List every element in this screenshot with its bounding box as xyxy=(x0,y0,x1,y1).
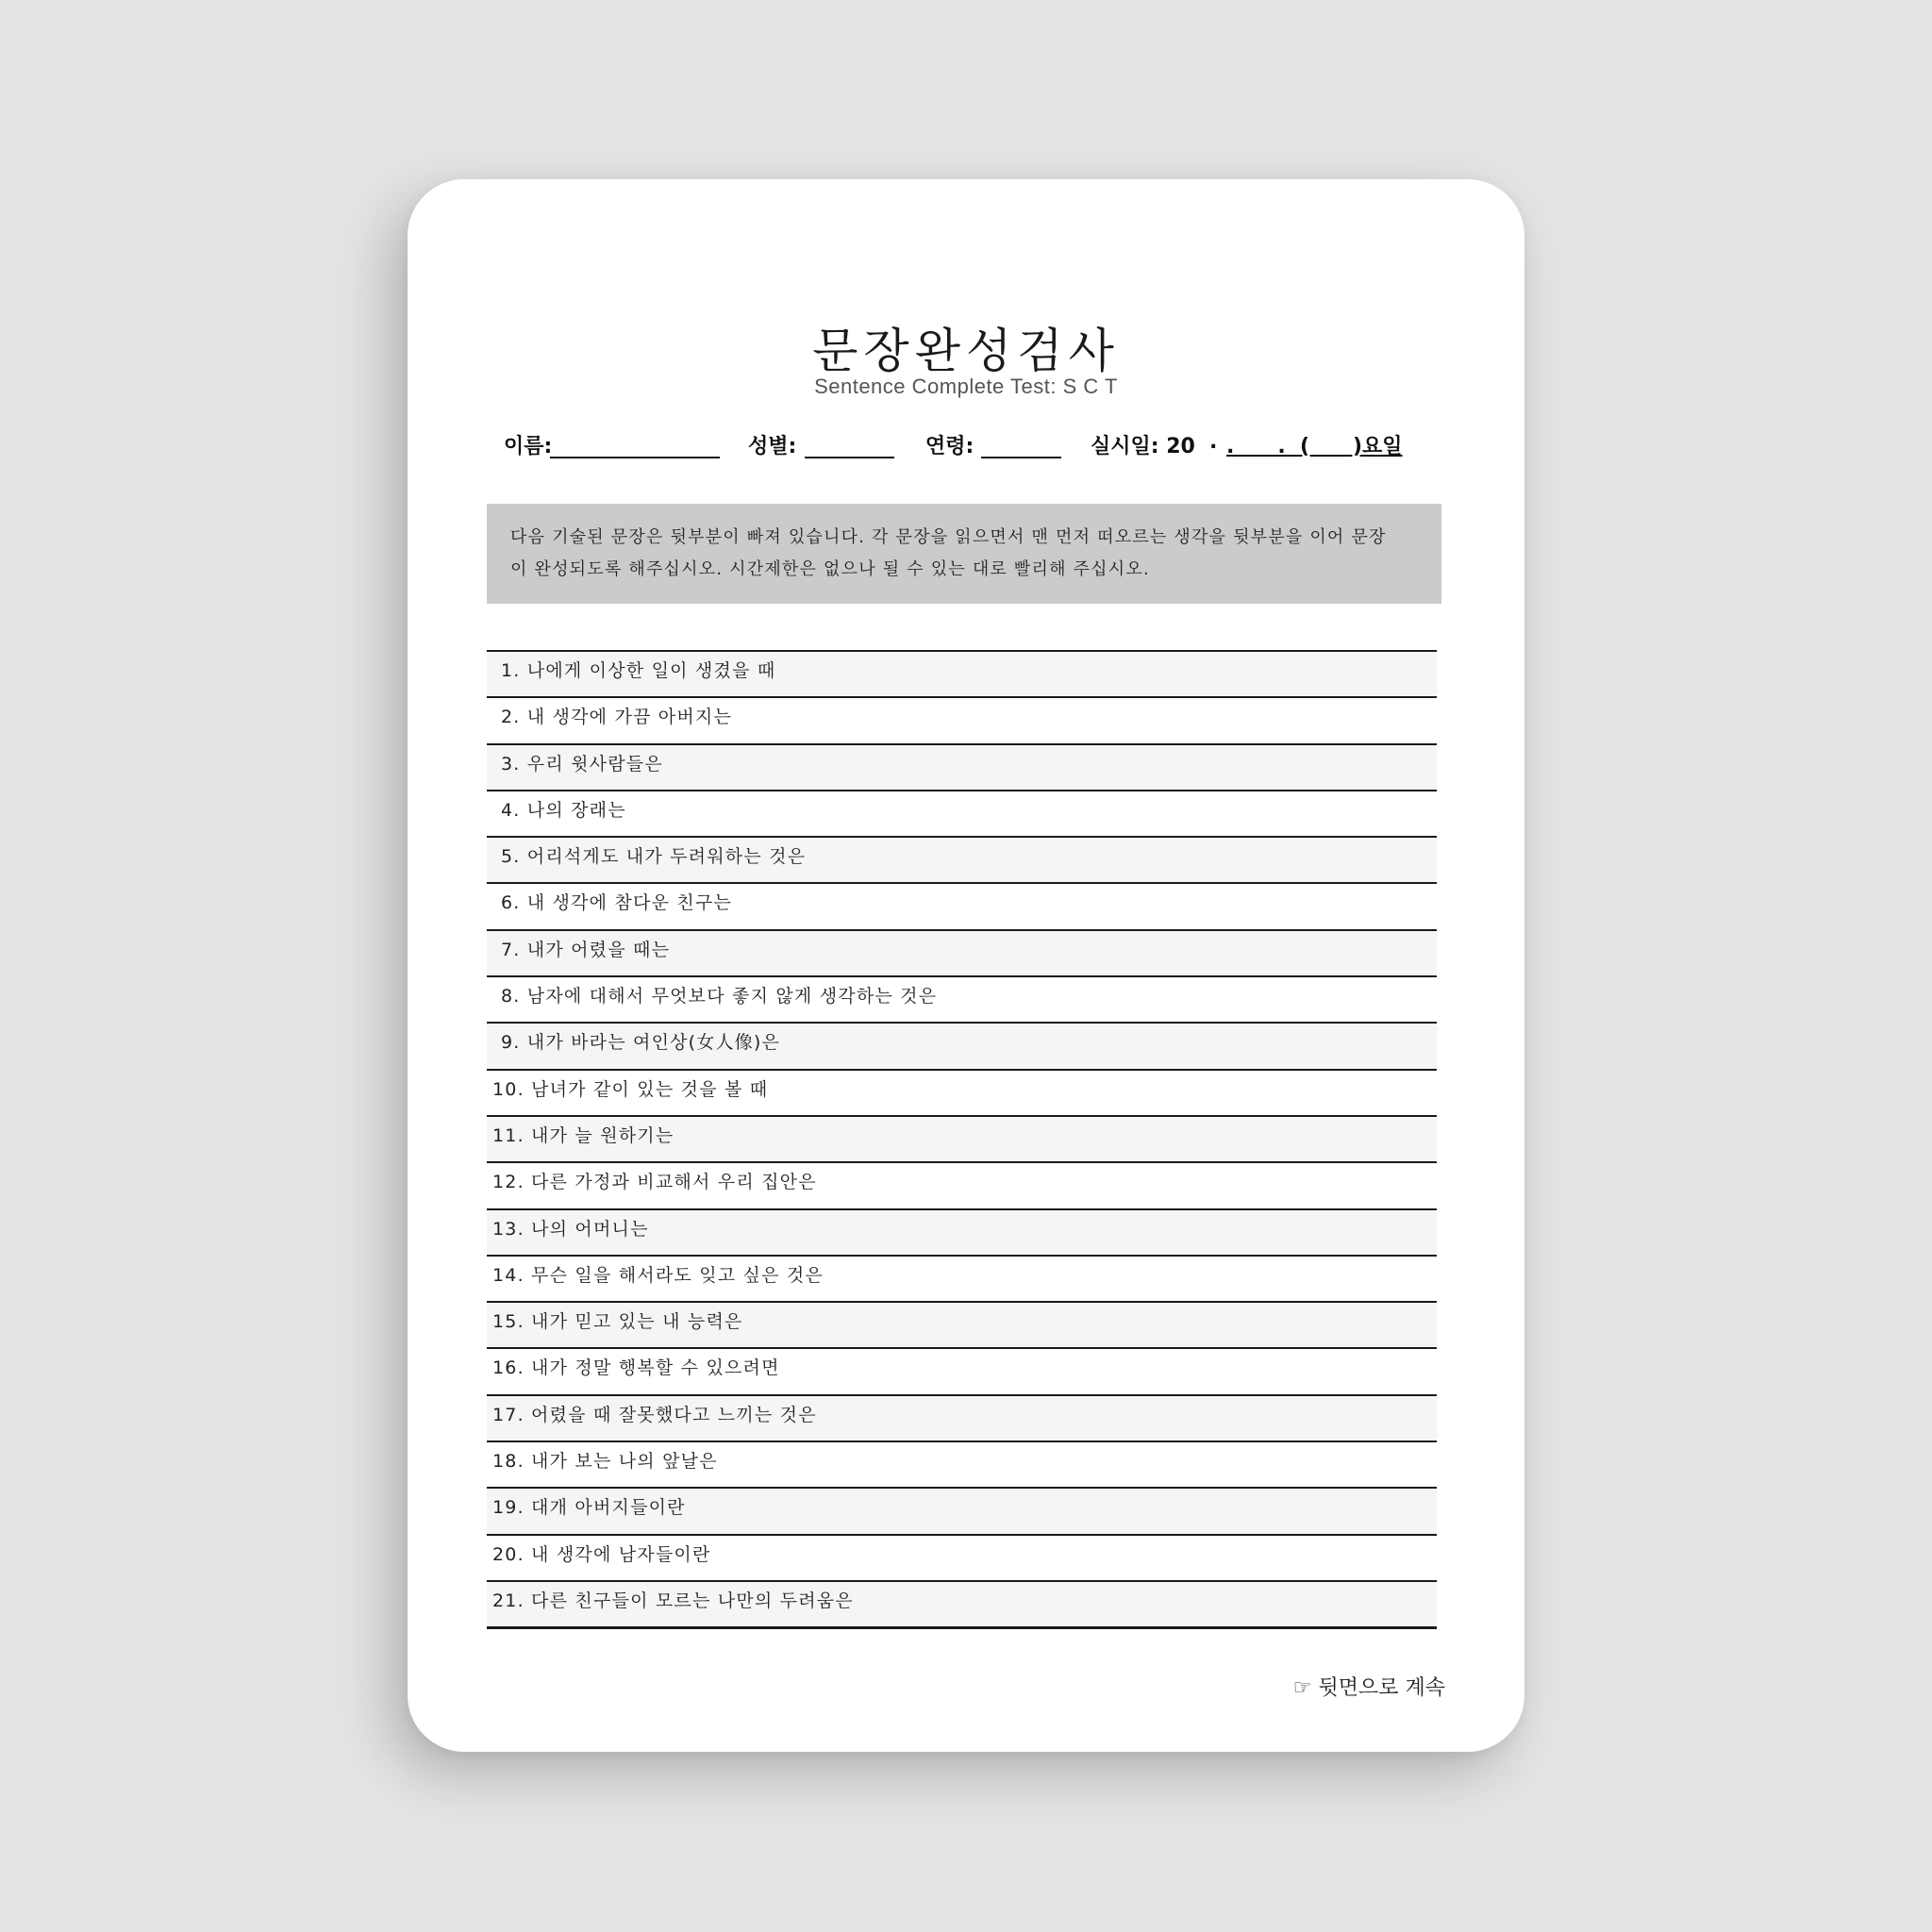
instructions-box xyxy=(487,504,1441,604)
gender-label: 성별: xyxy=(748,435,797,458)
sentence-item[interactable]: 5. 어리석게도 내가 두려워하는 것은 xyxy=(487,836,1437,882)
date-dot: . xyxy=(1209,430,1218,454)
sentence-item[interactable]: 18. 내가 보는 나의 앞날은 xyxy=(487,1441,1437,1487)
sentence-item[interactable]: 11. 내가 늘 원하기는 xyxy=(487,1115,1437,1161)
sentence-item[interactable]: 16. 내가 정말 행복할 수 있으려면 xyxy=(487,1347,1437,1393)
sentence-item[interactable]: 15. 내가 믿고 있는 내 능력은 xyxy=(487,1301,1437,1347)
date-label: 실시일: 20 xyxy=(1091,435,1195,458)
date-blank[interactable]: . . ( )요일 xyxy=(1226,435,1403,458)
age-label: 연령: xyxy=(925,435,974,458)
instructions-line-2: 이 완성되도록 해주십시오. 시간제한은 없으나 될 수 있는 대로 빨리해 주십시오. xyxy=(510,559,1150,579)
sentence-item[interactable]: 20. 내 생각에 남자들이란 xyxy=(487,1534,1437,1580)
page-subtitle: Sentence Complete Test: S C T xyxy=(814,375,1118,398)
sentence-item[interactable]: 21. 다른 친구들이 모르는 나만의 두려움은 xyxy=(487,1580,1437,1626)
sentence-item[interactable]: 6. 내 생각에 참다운 친구는 xyxy=(487,882,1437,928)
list-bottom-rule xyxy=(487,1626,1437,1629)
sentence-item[interactable]: 9. 내가 바라는 여인상(女人像)은 xyxy=(487,1022,1437,1068)
sentence-item[interactable]: 4. 나의 장래는 xyxy=(487,790,1437,836)
age-blank[interactable] xyxy=(981,457,1061,458)
instructions-line-1: 다음 기술된 문장은 뒷부분이 빠져 있습니다. 각 문장을 읽으면서 맨 먼저 떠오르는 생각을 뒷부분을 이어 문장 xyxy=(510,527,1387,547)
gender-blank[interactable] xyxy=(805,457,894,458)
sentence-item[interactable]: 12. 다른 가정과 비교해서 우리 집안은 xyxy=(487,1161,1437,1208)
sentence-item[interactable]: 8. 남자에 대해서 무엇보다 좋지 않게 생각하는 것은 xyxy=(487,975,1437,1022)
sentence-item[interactable]: 13. 나의 어머니는 xyxy=(487,1208,1437,1255)
sentence-item[interactable]: 1. 나에게 이상한 일이 생겼을 때 xyxy=(487,650,1437,696)
sentence-item[interactable]: 3. 우리 윗사람들은 xyxy=(487,743,1437,790)
sentence-item[interactable]: 2. 내 생각에 가끔 아버지는 xyxy=(487,696,1437,742)
sentence-item[interactable]: 14. 무슨 일을 해서라도 잊고 싶은 것은 xyxy=(487,1255,1437,1301)
sentence-list xyxy=(487,650,1437,1629)
sentence-item[interactable]: 19. 대개 아버지들이란 xyxy=(487,1487,1437,1533)
sentence-item[interactable]: 7. 내가 어렸을 때는 xyxy=(487,929,1437,975)
page-title: 문장완성검사 xyxy=(812,324,1120,378)
sentence-item[interactable]: 17. 어렸을 때 잘못했다고 느끼는 것은 xyxy=(487,1394,1437,1441)
sentence-item[interactable]: 10. 남녀가 같이 있는 것을 볼 때 xyxy=(487,1069,1437,1115)
continue-note: ☞ 뒷면으로 계속 xyxy=(1292,1676,1445,1700)
name-label: 이름: xyxy=(504,435,553,458)
name-blank[interactable] xyxy=(550,457,720,458)
